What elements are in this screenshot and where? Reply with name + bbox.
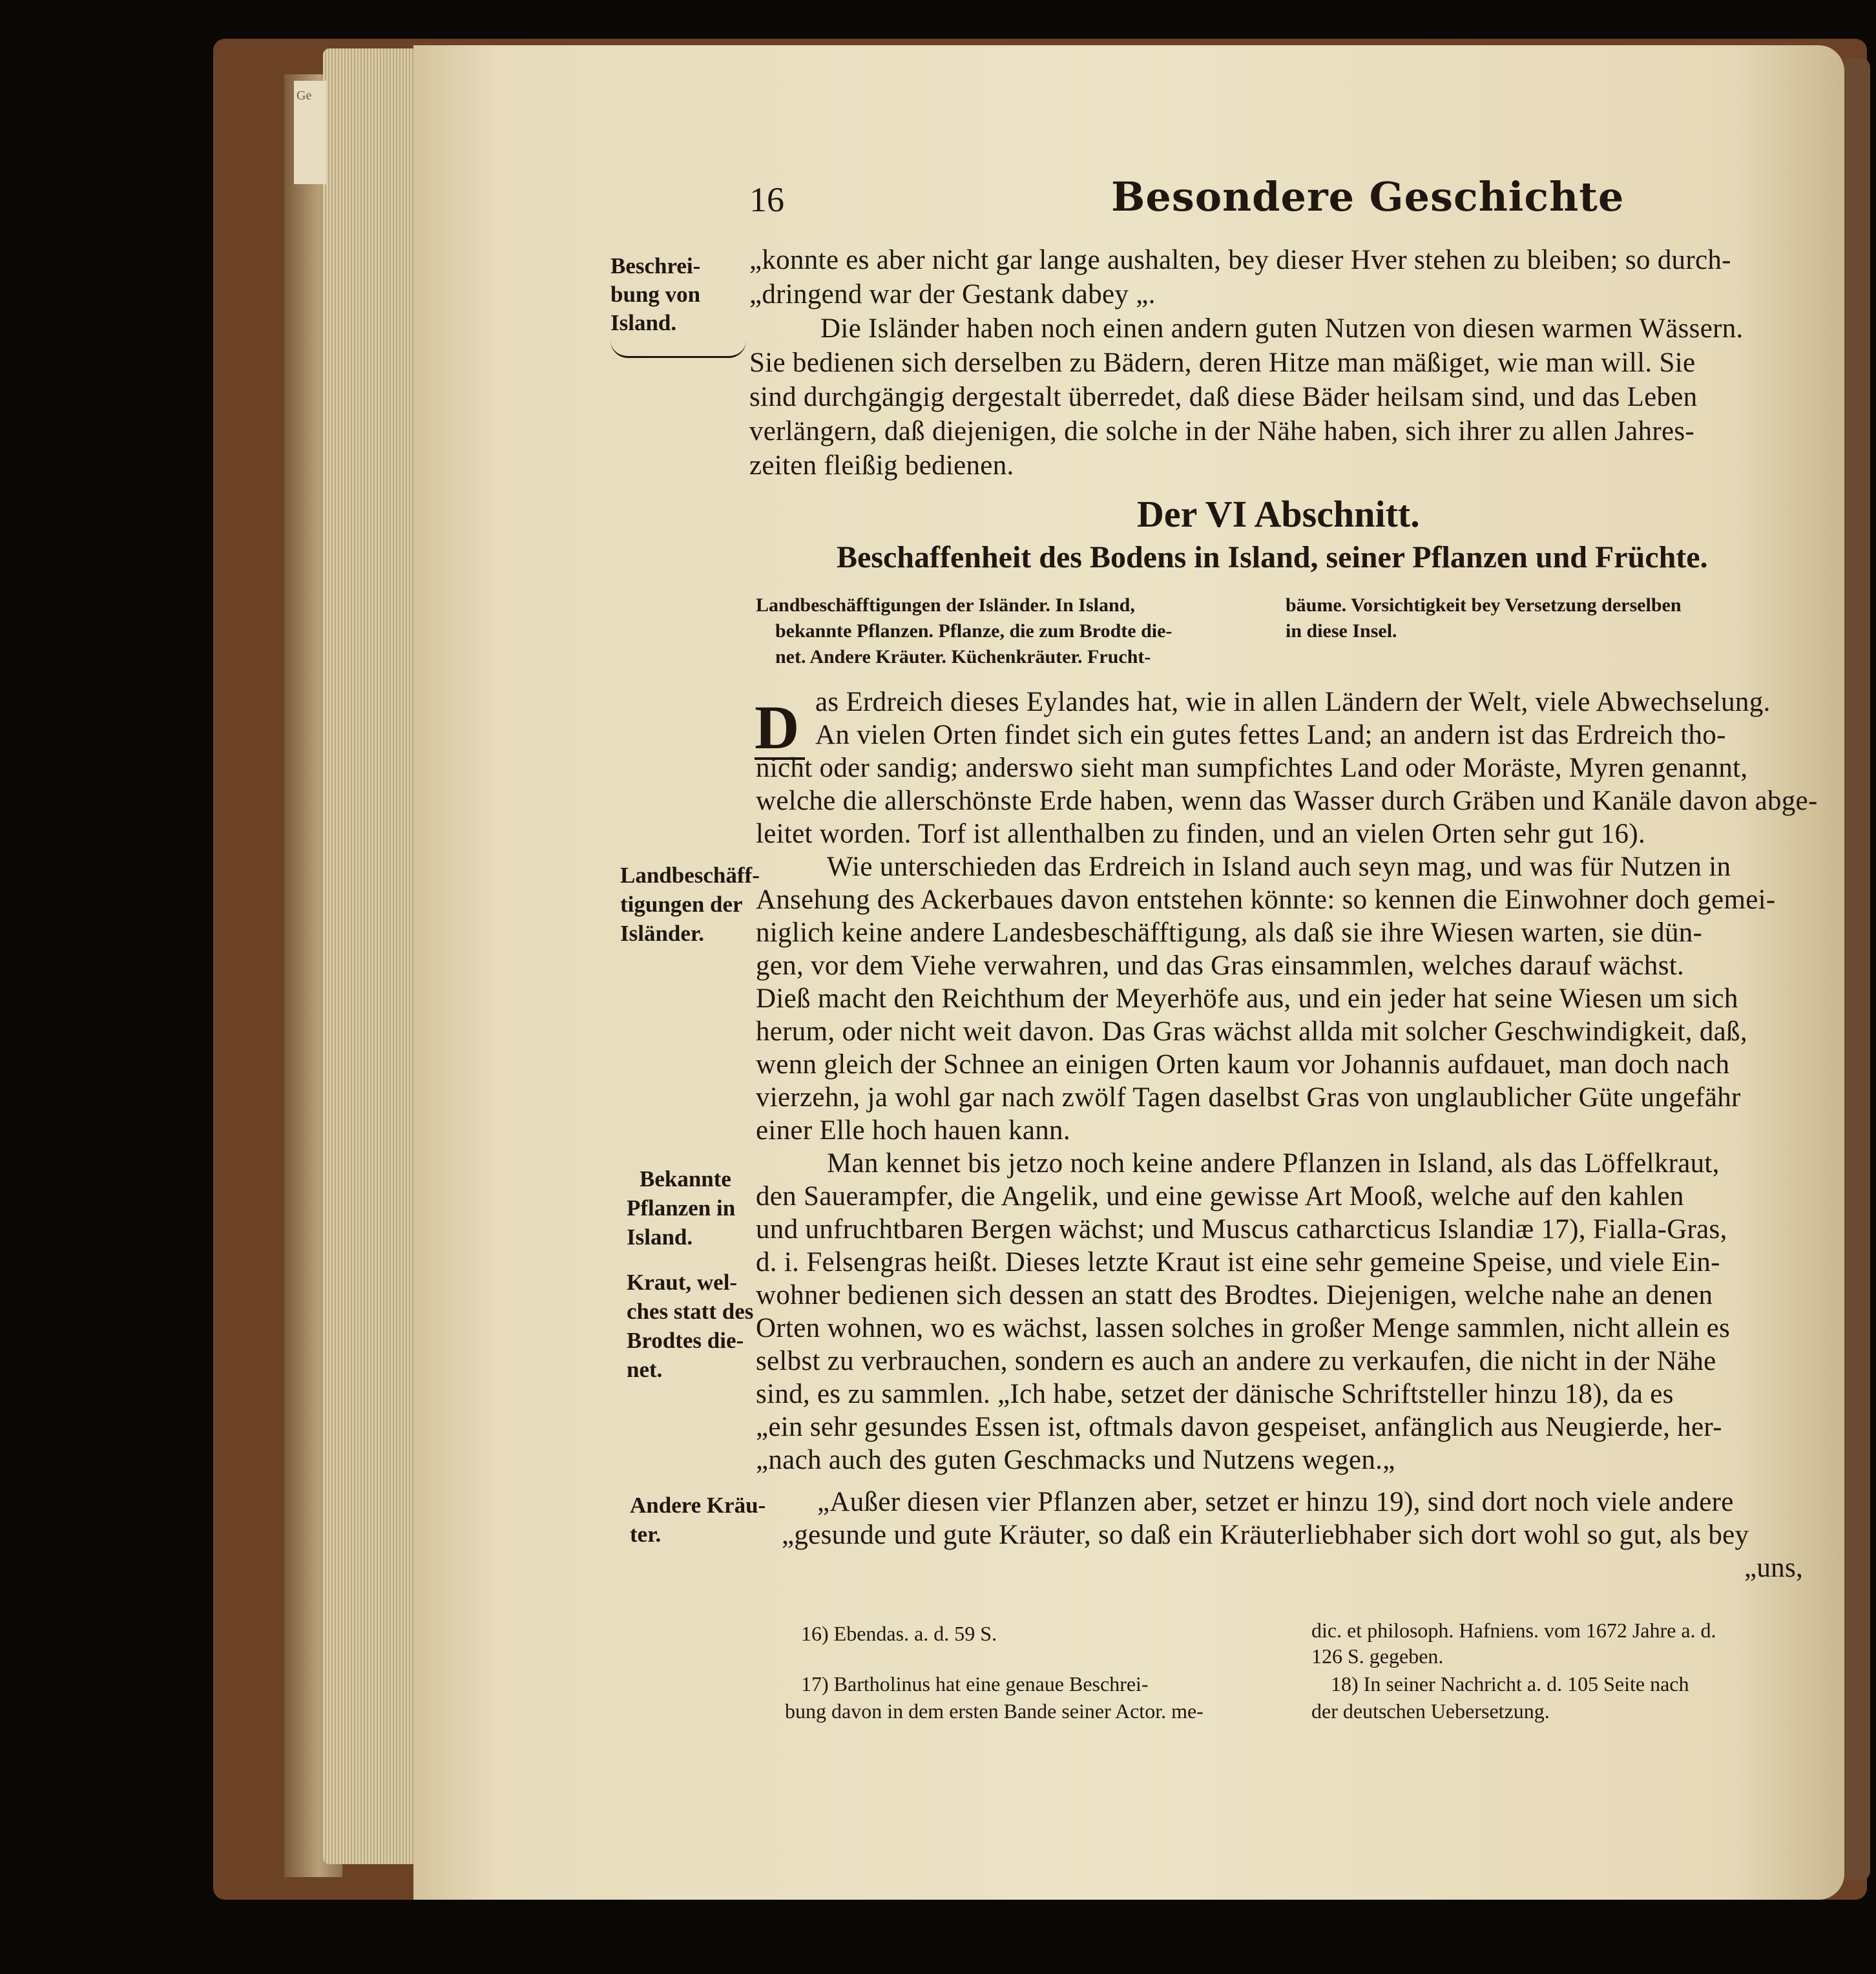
summary-line: net. Andere Kräuter. Küchenkräuter. Frucht- (775, 646, 1151, 667)
margin-note-line: Andere Kräu- (630, 1493, 766, 1518)
body-line: An vielen Orten findet sich ein gutes fettes Land; an andern ist das Erdreich tho- (815, 720, 1726, 750)
section-heading: Der VI Abschnitt. (1137, 493, 1420, 535)
margin-note-line: net. (627, 1357, 663, 1382)
body-line: Ansehung des Ackerbaues davon entstehen könnte: so kennen die Einwohner doch gemei- (756, 885, 1776, 915)
body-line: sind, es zu sammlen. „Ich habe, setzet der dänische Schriftsteller hinzu 18), da es (756, 1379, 1674, 1409)
body-line: „Außer diesen vier Pflanzen aber, setzet er hinzu 19), sind dort noch viele andere (817, 1487, 1734, 1517)
margin-note-line: Brodtes die- (627, 1328, 744, 1353)
margin-note-line: bung von (610, 282, 701, 307)
summary-line: in diese Insel. (1286, 620, 1397, 642)
margin-note-line: Pflanzen in (627, 1195, 736, 1221)
body-line: d. i. Felsengras heißt. Dieses letzte Kraut ist eine sehr gemeine Speise, und viele Ein- (756, 1247, 1720, 1277)
body-line: selbst zu verbrauchen, sondern es auch an andere zu verkaufen, die nicht in der Nähe (756, 1346, 1716, 1376)
body-line: as Erdreich dieses Eylandes hat, wie in allen Ländern der Welt, viele Abwechselung. (815, 687, 1771, 717)
body-line: Dieß macht den Reichthum der Meyerhöfe aus, und ein jeder hat seine Wiesen um sich (756, 983, 1738, 1014)
margin-note-line: Island. (610, 310, 677, 335)
body-line: „dringend war der Gestank dabey „. (749, 279, 1156, 310)
margin-note-brace (610, 341, 746, 358)
summary-line: Landbeschäfftigungen der Isländer. In Island, (756, 594, 1135, 616)
section-subheading: Beschaffenheit des Bodens in Island, seiner Pflanzen und Früchte. (837, 540, 1708, 574)
margin-note-line: Island. (627, 1224, 693, 1250)
body-line: Orten wohnen, wo es wächst, lassen solches in großer Menge sammlen, nicht allein es (756, 1313, 1731, 1343)
margin-note-line: Beschrei- (610, 253, 701, 278)
body-line: leitet worden. Torf ist allenthalben zu finden, und an vielen Orten sehr gut 16). (756, 819, 1645, 849)
body-line: wohner bedienen sich dessen an statt des Brodtes. Diejenigen, welche nahe an denen (756, 1280, 1713, 1310)
body-line: nicht oder sandig; anderswo sieht man sumpfichtes Land oder Moräste, Myren genannt, (756, 753, 1748, 783)
margin-note-line: Isländer. (620, 921, 705, 946)
body-line: „ein sehr gesundes Essen ist, oftmals davon gespeiset, anfänglich aus Neugierde, her- (756, 1412, 1722, 1442)
body-line: Wie unterschieden das Erdreich in Island auch seyn mag, und was für Nutzen in (827, 852, 1731, 882)
margin-note-line: Bekannte (640, 1166, 731, 1192)
margin-note-line: Landbeschäff- (620, 863, 760, 888)
body-line: sind durchgängig dergestalt überredet, daß diese Bäder heilsam sind, und das Leben (749, 382, 1698, 412)
body-line: den Sauerampfer, die Angelik, und eine gewisse Art Mooß, welche auf den kahlen (756, 1181, 1684, 1212)
margin-note-line: tigungen der (620, 892, 743, 917)
body-line: gen, vor dem Viehe verwahren, und das Gras einsammlen, welches darauf wächst. (756, 950, 1685, 981)
previous-page-text: Ge (297, 89, 312, 103)
margin-note-line: ter. (630, 1522, 662, 1547)
body-line: „nach auch des guten Geschmacks und Nutzens wegen.„ (756, 1445, 1395, 1475)
body-line: herum, oder nicht weit davon. Das Gras wächst allda mit solcher Geschwindigkeit, daß, (756, 1016, 1747, 1047)
body-line: und unfruchtbaren Bergen wächst; und Muscus catharcticus Islandiæ 17), Fialla-Gras, (756, 1214, 1727, 1244)
body-line: Man kennet bis jetzo noch keine andere Pflanzen in Island, als das Löffelkraut, (827, 1148, 1720, 1179)
page-stack-edge (323, 48, 420, 1864)
catchword: „uns, (1744, 1553, 1804, 1583)
body-line: einer Elle hoch hauen kann. (756, 1115, 1070, 1146)
body-line: niglich keine andere Landesbeschäfftigung, als daß sie ihre Wiesen warten, sie dün- (756, 918, 1703, 948)
footnote-line: der deutschen Uebersetzung. (1311, 1699, 1550, 1723)
footnote-line: bung davon in dem ersten Bande seiner Actor. me- (785, 1699, 1204, 1723)
body-line: vierzehn, ja wohl gar nach zwölf Tagen daselbst Gras von unglaublicher Güte ungefähr (756, 1082, 1741, 1113)
previous-page-edge (294, 81, 326, 184)
summary-line: bäume. Vorsichtigkeit bey Versetzung derselben (1286, 594, 1682, 616)
body-line: wenn gleich der Schnee an einigen Orten kaum vor Johannis aufdauet, man doch nach (756, 1049, 1730, 1080)
margin-note-line: ches statt des (627, 1299, 754, 1324)
next-page-edge (1844, 58, 1870, 1880)
footnote-line: dic. et philosoph. Hafniens. vom 1672 Jahre a. d. (1311, 1619, 1716, 1642)
body-line: welche die allerschönste Erde haben, wenn das Wasser durch Gräben und Kanäle davon abge- (756, 786, 1818, 816)
body-line: Sie bedienen sich derselben zu Bädern, deren Hitze man mäßiget, wie man will. Sie (749, 348, 1696, 378)
body-line: zeiten fleißig bedienen. (749, 450, 1014, 481)
running-head: Besondere Geschichte (1111, 173, 1625, 220)
body-line: „gesunde und gute Kräuter, so daß ein Kräuterliebhaber sich dort wohl so gut, als bey (782, 1520, 1749, 1550)
footnote-line: 17) Bartholinus hat eine genaue Beschrei- (801, 1672, 1149, 1696)
footnote-line: 18) In seiner Nachricht a. d. 105 Seite nach (1331, 1672, 1689, 1696)
footnote-line: 16) Ebendas. a. d. 59 S. (801, 1622, 997, 1645)
page-number: 16 (749, 180, 784, 219)
margin-note-line: Kraut, wel- (627, 1270, 738, 1295)
body-line: Die Isländer haben noch einen andern guten Nutzen von diesen warmen Wässern. (820, 313, 1744, 344)
summary-line: bekannte Pflanzen. Pflanze, die zum Brodte die- (775, 620, 1172, 642)
drop-cap: D (755, 698, 805, 760)
body-line: verlängern, daß diejenigen, die solche in der Nähe haben, sich ihrer zu allen Jahres- (749, 416, 1695, 446)
footnote-line: 126 S. gegeben. (1311, 1644, 1444, 1668)
body-line: „konnte es aber nicht gar lange aushalten, bey dieser Hver stehen zu bleiben; so durch- (749, 245, 1731, 275)
